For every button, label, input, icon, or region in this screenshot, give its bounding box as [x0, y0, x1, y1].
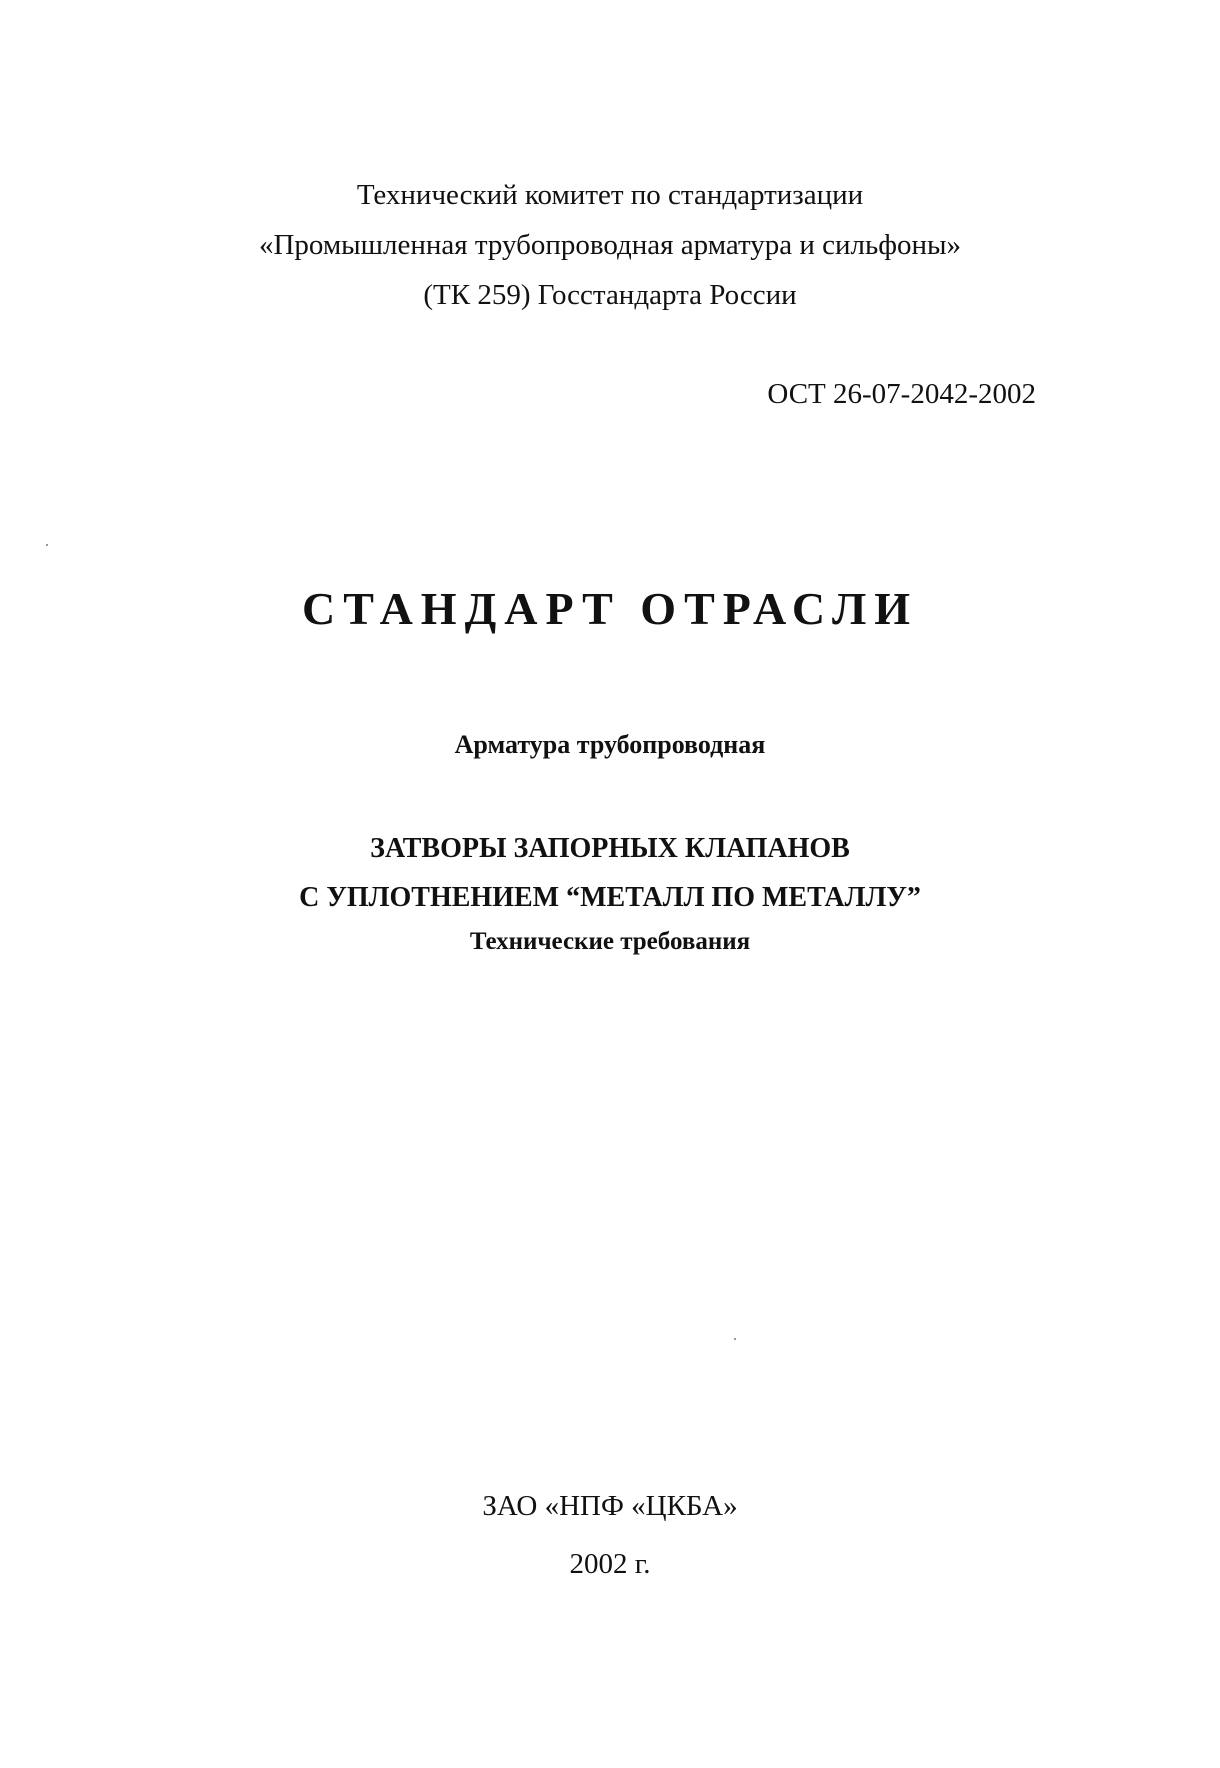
scan-speck [46, 544, 48, 546]
document-title-line-1: ЗАТВОРЫ ЗАПОРНЫХ КЛАПАНОВ [370, 833, 850, 864]
publisher-name: ЗАО «НПФ «ЦКБА» [482, 1490, 738, 1522]
committee-line-3: (ТК 259) Госстандарта России [423, 279, 797, 311]
document-subject: Арматура трубопроводная [454, 730, 766, 759]
committee-block [0, 170, 1220, 320]
document-title-line-2: С УПЛОТНЕНИЕМ “МЕТАЛЛ ПО МЕТАЛЛУ” [299, 882, 921, 913]
document-headline: СТАНДАРТ ОТРАСЛИ [301, 583, 919, 634]
committee-line-1: Технический комитет по стандартизации [356, 179, 864, 211]
document-title-block [0, 824, 1220, 962]
publication-year: 2002 г. [569, 1548, 651, 1580]
scan-speck [734, 1338, 736, 1340]
publisher-block [0, 1477, 1220, 1593]
committee-line-2: «Промышленная трубопроводная арматура и сильфоны» [258, 229, 962, 261]
standard-code: ОСТ 26-07-2042-2002 [767, 378, 1036, 410]
document-subtitle: Технические требования [469, 928, 751, 955]
